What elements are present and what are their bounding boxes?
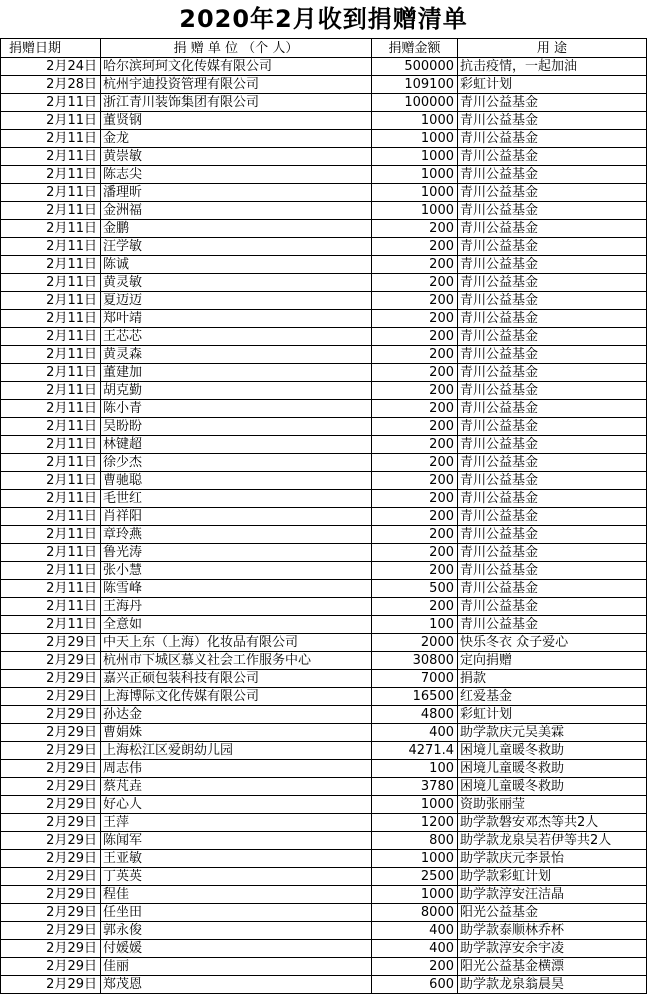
cell-amount[interactable]: 200 xyxy=(372,400,458,418)
cell-date[interactable]: 2月11日 xyxy=(1,346,101,364)
cell-amount[interactable]: 200 xyxy=(372,382,458,400)
cell-donor[interactable]: 肖祥阳 xyxy=(101,508,372,526)
cell-amount[interactable]: 1200 xyxy=(372,814,458,832)
cell-purpose[interactable]: 助学款庆元吴美霖 xyxy=(458,724,647,742)
cell-date[interactable]: 2月29日 xyxy=(1,688,101,706)
header-date[interactable]: 捐赠日期 xyxy=(1,39,101,58)
cell-date[interactable]: 2月11日 xyxy=(1,310,101,328)
cell-amount[interactable]: 1000 xyxy=(372,184,458,202)
cell-date[interactable]: 2月28日 xyxy=(1,76,101,94)
table-row xyxy=(1,832,647,850)
cell-date[interactable]: 2月29日 xyxy=(1,724,101,742)
table-row xyxy=(1,886,647,904)
cell-date[interactable]: 2月11日 xyxy=(1,220,101,238)
cell-purpose[interactable]: 快乐冬衣 众子爱心 xyxy=(458,634,647,652)
cell-amount[interactable]: 800 xyxy=(372,832,458,850)
table-row xyxy=(1,562,647,580)
cell-purpose[interactable]: 阳光公益基金 xyxy=(458,904,647,922)
cell-donor[interactable]: 陈小青 xyxy=(101,400,372,418)
header-purpose[interactable]: 用 途 xyxy=(458,39,647,58)
cell-amount[interactable]: 200 xyxy=(372,346,458,364)
cell-donor[interactable]: 王萍 xyxy=(101,814,372,832)
cell-donor[interactable]: 曹娟姝 xyxy=(101,724,372,742)
cell-purpose[interactable]: 定向捐赠 xyxy=(458,652,647,670)
table-row xyxy=(1,238,647,256)
table-row xyxy=(1,202,647,220)
cell-purpose[interactable]: 彩虹计划 xyxy=(458,706,647,724)
table-row xyxy=(1,490,647,508)
cell-date[interactable]: 2月11日 xyxy=(1,472,101,490)
cell-donor[interactable]: 丁英英 xyxy=(101,868,372,886)
cell-donor[interactable]: 嘉兴正硕包装科技有限公司 xyxy=(101,670,372,688)
cell-purpose[interactable]: 青川公益基金 xyxy=(458,454,647,472)
cell-date[interactable]: 2月29日 xyxy=(1,760,101,778)
cell-purpose[interactable]: 困境儿童暖冬救助 xyxy=(458,778,647,796)
cell-amount[interactable]: 200 xyxy=(372,418,458,436)
cell-date[interactable]: 2月24日 xyxy=(1,58,101,76)
cell-purpose[interactable]: 青川公益基金 xyxy=(458,346,647,364)
cell-amount[interactable]: 500 xyxy=(372,580,458,598)
cell-purpose[interactable]: 抗击疫情，一起加油 xyxy=(458,58,647,76)
cell-purpose[interactable]: 青川公益基金 xyxy=(458,562,647,580)
cell-amount[interactable]: 1000 xyxy=(372,796,458,814)
cell-date[interactable]: 2月11日 xyxy=(1,562,101,580)
cell-amount[interactable]: 16500 xyxy=(372,688,458,706)
table-row xyxy=(1,76,647,94)
table-row xyxy=(1,274,647,292)
cell-purpose[interactable]: 青川公益基金 xyxy=(458,112,647,130)
table-row xyxy=(1,544,647,562)
table-row xyxy=(1,292,647,310)
cell-date[interactable]: 2月29日 xyxy=(1,652,101,670)
cell-amount[interactable]: 3780 xyxy=(372,778,458,796)
cell-date[interactable]: 2月29日 xyxy=(1,868,101,886)
table-row xyxy=(1,670,647,688)
cell-donor[interactable]: 金洲福 xyxy=(101,202,372,220)
table-row xyxy=(1,220,647,238)
cell-amount[interactable]: 200 xyxy=(372,544,458,562)
cell-date[interactable]: 2月29日 xyxy=(1,814,101,832)
cell-amount[interactable]: 1000 xyxy=(372,148,458,166)
cell-date[interactable]: 2月29日 xyxy=(1,778,101,796)
table-row xyxy=(1,310,647,328)
cell-date[interactable]: 2月29日 xyxy=(1,904,101,922)
cell-date[interactable]: 2月29日 xyxy=(1,958,101,976)
cell-amount[interactable]: 200 xyxy=(372,454,458,472)
cell-purpose[interactable]: 困境儿童暖冬救助 xyxy=(458,742,647,760)
cell-donor[interactable]: 陈志尖 xyxy=(101,166,372,184)
table-row xyxy=(1,346,647,364)
cell-date[interactable]: 2月11日 xyxy=(1,436,101,454)
cell-purpose[interactable]: 青川公益基金 xyxy=(458,292,647,310)
table-row xyxy=(1,184,647,202)
table-row xyxy=(1,58,647,76)
table-row xyxy=(1,778,647,796)
cell-amount[interactable]: 600 xyxy=(372,976,458,994)
cell-date[interactable]: 2月29日 xyxy=(1,706,101,724)
cell-purpose[interactable]: 青川公益基金 xyxy=(458,184,647,202)
cell-date[interactable]: 2月11日 xyxy=(1,598,101,616)
cell-donor[interactable]: 黄灵敏 xyxy=(101,274,372,292)
cell-date[interactable]: 2月11日 xyxy=(1,526,101,544)
cell-donor[interactable]: 鲁光涛 xyxy=(101,544,372,562)
cell-date[interactable]: 2月29日 xyxy=(1,742,101,760)
cell-amount[interactable]: 200 xyxy=(372,436,458,454)
table-row xyxy=(1,328,647,346)
cell-date[interactable]: 2月29日 xyxy=(1,976,101,994)
table-row xyxy=(1,904,647,922)
cell-donor[interactable]: 孙达金 xyxy=(101,706,372,724)
cell-donor[interactable]: 付媛媛 xyxy=(101,940,372,958)
cell-amount[interactable]: 200 xyxy=(372,274,458,292)
cell-amount[interactable]: 500000 xyxy=(372,58,458,76)
cell-donor[interactable]: 全意如 xyxy=(101,616,372,634)
cell-date[interactable]: 2月11日 xyxy=(1,112,101,130)
cell-amount[interactable]: 1000 xyxy=(372,130,458,148)
cell-donor[interactable]: 郭永俊 xyxy=(101,922,372,940)
table-row xyxy=(1,958,647,976)
cell-purpose[interactable]: 助学款淳安汪洁晶 xyxy=(458,886,647,904)
cell-donor[interactable]: 黄灵森 xyxy=(101,346,372,364)
page-title: 2020年2月收到捐赠清单 xyxy=(179,5,468,33)
cell-amount[interactable]: 4800 xyxy=(372,706,458,724)
cell-purpose[interactable]: 青川公益基金 xyxy=(458,202,647,220)
cell-date[interactable]: 2月29日 xyxy=(1,832,101,850)
cell-donor[interactable]: 曹驰聪 xyxy=(101,472,372,490)
cell-date[interactable]: 2月29日 xyxy=(1,922,101,940)
cell-donor[interactable]: 夏迈迈 xyxy=(101,292,372,310)
cell-purpose[interactable]: 助学款龙泉翁晨昊 xyxy=(458,976,647,994)
cell-amount[interactable]: 400 xyxy=(372,940,458,958)
cell-date[interactable]: 2月11日 xyxy=(1,544,101,562)
cell-purpose[interactable]: 捐款 xyxy=(458,670,647,688)
donation-table xyxy=(0,38,647,994)
cell-purpose[interactable]: 青川公益基金 xyxy=(458,418,647,436)
cell-date[interactable]: 2月11日 xyxy=(1,292,101,310)
cell-purpose[interactable]: 阳光公益基金横漂 xyxy=(458,958,647,976)
table-row xyxy=(1,580,647,598)
cell-donor[interactable]: 上海松江区爱朗幼儿园 xyxy=(101,742,372,760)
cell-donor[interactable]: 徐少杰 xyxy=(101,454,372,472)
cell-amount[interactable]: 8000 xyxy=(372,904,458,922)
cell-donor[interactable]: 金龙 xyxy=(101,130,372,148)
cell-donor[interactable]: 上海博际文化传媒有限公司 xyxy=(101,688,372,706)
cell-donor[interactable]: 郑茂恩 xyxy=(101,976,372,994)
table-row xyxy=(1,436,647,454)
cell-donor[interactable]: 胡克勤 xyxy=(101,382,372,400)
table-row xyxy=(1,706,647,724)
cell-amount[interactable]: 200 xyxy=(372,256,458,274)
cell-purpose[interactable]: 助学款淳安余宇凌 xyxy=(458,940,647,958)
table-row xyxy=(1,598,647,616)
table-row xyxy=(1,796,647,814)
cell-amount[interactable]: 7000 xyxy=(372,670,458,688)
header-amount[interactable]: 捐赠金额 xyxy=(372,39,458,58)
cell-date[interactable]: 2月29日 xyxy=(1,634,101,652)
cell-donor[interactable]: 董贤钢 xyxy=(101,112,372,130)
cell-date[interactable]: 2月11日 xyxy=(1,454,101,472)
cell-amount[interactable]: 200 xyxy=(372,292,458,310)
cell-donor[interactable]: 汪学敏 xyxy=(101,238,372,256)
cell-donor[interactable]: 陈闻军 xyxy=(101,832,372,850)
cell-amount[interactable]: 200 xyxy=(372,598,458,616)
cell-donor[interactable]: 蔡芃垚 xyxy=(101,778,372,796)
table-row xyxy=(1,868,647,886)
cell-donor[interactable]: 黄崇敏 xyxy=(101,148,372,166)
cell-date[interactable]: 2月11日 xyxy=(1,508,101,526)
cell-purpose[interactable]: 青川公益基金 xyxy=(458,382,647,400)
cell-amount[interactable]: 200 xyxy=(372,472,458,490)
cell-donor[interactable]: 王亚敏 xyxy=(101,850,372,868)
cell-donor[interactable]: 吴盼盼 xyxy=(101,418,372,436)
table-row xyxy=(1,94,647,112)
cell-donor[interactable]: 杭州宇迪投资管理有限公司 xyxy=(101,76,372,94)
table-row xyxy=(1,130,647,148)
cell-amount[interactable]: 100 xyxy=(372,760,458,778)
table-row xyxy=(1,634,647,652)
table-body xyxy=(1,58,647,994)
cell-purpose[interactable]: 助学款彩虹计划 xyxy=(458,868,647,886)
cell-amount[interactable]: 200 xyxy=(372,220,458,238)
cell-donor[interactable]: 杭州市下城区慕义社会工作服务中心 xyxy=(101,652,372,670)
cell-purpose[interactable]: 助学款庆元李景怡 xyxy=(458,850,647,868)
cell-purpose[interactable]: 青川公益基金 xyxy=(458,328,647,346)
cell-date[interactable]: 2月29日 xyxy=(1,670,101,688)
table-row xyxy=(1,688,647,706)
table-row xyxy=(1,166,647,184)
cell-purpose[interactable]: 青川公益基金 xyxy=(458,256,647,274)
table-row xyxy=(1,148,647,166)
cell-donor[interactable]: 程佳 xyxy=(101,886,372,904)
cell-amount[interactable]: 200 xyxy=(372,364,458,382)
cell-purpose[interactable]: 青川公益基金 xyxy=(458,274,647,292)
cell-purpose[interactable]: 助学款龙泉吴若伊等共2人 xyxy=(458,832,647,850)
cell-amount[interactable]: 200 xyxy=(372,562,458,580)
table-row xyxy=(1,814,647,832)
cell-donor[interactable]: 林键超 xyxy=(101,436,372,454)
cell-date[interactable]: 2月11日 xyxy=(1,364,101,382)
cell-date[interactable]: 2月29日 xyxy=(1,886,101,904)
cell-date[interactable]: 2月11日 xyxy=(1,256,101,274)
cell-donor[interactable]: 章玲燕 xyxy=(101,526,372,544)
cell-purpose[interactable]: 助学款泰顺林乔杯 xyxy=(458,922,647,940)
cell-purpose[interactable]: 青川公益基金 xyxy=(458,166,647,184)
table-row xyxy=(1,418,647,436)
table-row xyxy=(1,256,647,274)
cell-donor[interactable]: 郑叶靖 xyxy=(101,310,372,328)
cell-purpose[interactable]: 青川公益基金 xyxy=(458,472,647,490)
table-row xyxy=(1,472,647,490)
table-row xyxy=(1,526,647,544)
cell-donor[interactable]: 王海丹 xyxy=(101,598,372,616)
cell-amount[interactable]: 30800 xyxy=(372,652,458,670)
cell-donor[interactable]: 中天上东（上海）化妆品有限公司 xyxy=(101,634,372,652)
cell-date[interactable]: 2月11日 xyxy=(1,400,101,418)
cell-purpose[interactable]: 资助张丽莹 xyxy=(458,796,647,814)
cell-purpose[interactable]: 青川公益基金 xyxy=(458,400,647,418)
table-row xyxy=(1,400,647,418)
cell-amount[interactable]: 1000 xyxy=(372,850,458,868)
cell-purpose[interactable]: 青川公益基金 xyxy=(458,238,647,256)
cell-date[interactable]: 2月11日 xyxy=(1,382,101,400)
table-row xyxy=(1,760,647,778)
cell-purpose[interactable]: 青川公益基金 xyxy=(458,310,647,328)
cell-donor[interactable]: 任坐田 xyxy=(101,904,372,922)
cell-amount[interactable]: 200 xyxy=(372,328,458,346)
table-row xyxy=(1,112,647,130)
table-row xyxy=(1,850,647,868)
table-row xyxy=(1,742,647,760)
cell-amount[interactable]: 200 xyxy=(372,310,458,328)
cell-date[interactable]: 2月11日 xyxy=(1,148,101,166)
cell-purpose[interactable]: 青川公益基金 xyxy=(458,508,647,526)
cell-date[interactable]: 2月11日 xyxy=(1,274,101,292)
cell-donor[interactable]: 陈雪峰 xyxy=(101,580,372,598)
cell-amount[interactable]: 200 xyxy=(372,508,458,526)
cell-date[interactable]: 2月29日 xyxy=(1,796,101,814)
cell-date[interactable]: 2月29日 xyxy=(1,850,101,868)
table-row xyxy=(1,724,647,742)
table-row xyxy=(1,364,647,382)
cell-donor[interactable]: 潘理昕 xyxy=(101,184,372,202)
cell-amount[interactable]: 1000 xyxy=(372,202,458,220)
cell-date[interactable]: 2月29日 xyxy=(1,940,101,958)
cell-amount[interactable]: 1000 xyxy=(372,886,458,904)
cell-amount[interactable]: 200 xyxy=(372,490,458,508)
cell-purpose[interactable]: 红爱基金 xyxy=(458,688,647,706)
cell-purpose[interactable]: 青川公益基金 xyxy=(458,544,647,562)
cell-donor[interactable]: 哈尔滨珂珂文化传媒有限公司 xyxy=(101,58,372,76)
cell-purpose[interactable]: 青川公益基金 xyxy=(458,436,647,454)
cell-amount[interactable]: 200 xyxy=(372,958,458,976)
table-header-row xyxy=(1,39,647,58)
table-row xyxy=(1,922,647,940)
cell-date[interactable]: 2月11日 xyxy=(1,202,101,220)
cell-amount[interactable]: 100000 xyxy=(372,94,458,112)
cell-amount[interactable]: 400 xyxy=(372,922,458,940)
cell-date[interactable]: 2月11日 xyxy=(1,166,101,184)
cell-purpose[interactable]: 助学款磐安邓杰等共2人 xyxy=(458,814,647,832)
cell-date[interactable]: 2月11日 xyxy=(1,328,101,346)
table-row xyxy=(1,454,647,472)
cell-date[interactable]: 2月11日 xyxy=(1,130,101,148)
cell-purpose[interactable]: 困境儿童暖冬救助 xyxy=(458,760,647,778)
cell-donor[interactable]: 周志伟 xyxy=(101,760,372,778)
cell-purpose[interactable]: 青川公益基金 xyxy=(458,526,647,544)
cell-amount[interactable]: 200 xyxy=(372,238,458,256)
cell-donor[interactable]: 王芯芯 xyxy=(101,328,372,346)
cell-donor[interactable]: 张小慧 xyxy=(101,562,372,580)
cell-donor[interactable]: 董建加 xyxy=(101,364,372,382)
table-row xyxy=(1,976,647,994)
cell-purpose[interactable]: 青川公益基金 xyxy=(458,490,647,508)
cell-purpose[interactable]: 彩虹计划 xyxy=(458,76,647,94)
cell-amount[interactable]: 4271.4 xyxy=(372,742,458,760)
cell-amount[interactable]: 1000 xyxy=(372,166,458,184)
cell-purpose[interactable]: 青川公益基金 xyxy=(458,94,647,112)
cell-amount[interactable]: 400 xyxy=(372,724,458,742)
cell-amount[interactable]: 109100 xyxy=(372,76,458,94)
cell-amount[interactable]: 2000 xyxy=(372,634,458,652)
cell-donor[interactable]: 好心人 xyxy=(101,796,372,814)
cell-date[interactable]: 2月11日 xyxy=(1,490,101,508)
cell-purpose[interactable]: 青川公益基金 xyxy=(458,580,647,598)
cell-donor[interactable]: 佳丽 xyxy=(101,958,372,976)
table-row xyxy=(1,652,647,670)
cell-date[interactable]: 2月11日 xyxy=(1,184,101,202)
cell-donor[interactable]: 毛世红 xyxy=(101,490,372,508)
cell-purpose[interactable]: 青川公益基金 xyxy=(458,616,647,634)
table-row xyxy=(1,382,647,400)
table-row xyxy=(1,940,647,958)
cell-purpose[interactable]: 青川公益基金 xyxy=(458,364,647,382)
cell-donor[interactable]: 浙江青川装饰集团有限公司 xyxy=(101,94,372,112)
cell-amount[interactable]: 100 xyxy=(372,616,458,634)
cell-date[interactable]: 2月11日 xyxy=(1,580,101,598)
cell-date[interactable]: 2月11日 xyxy=(1,418,101,436)
cell-date[interactable]: 2月11日 xyxy=(1,238,101,256)
cell-purpose[interactable]: 青川公益基金 xyxy=(458,220,647,238)
cell-amount[interactable]: 1000 xyxy=(372,112,458,130)
cell-donor[interactable]: 陈诚 xyxy=(101,256,372,274)
cell-purpose[interactable]: 青川公益基金 xyxy=(458,148,647,166)
cell-date[interactable]: 2月11日 xyxy=(1,94,101,112)
cell-amount[interactable]: 200 xyxy=(372,526,458,544)
table-row xyxy=(1,616,647,634)
cell-date[interactable]: 2月11日 xyxy=(1,616,101,634)
cell-donor[interactable]: 金鹏 xyxy=(101,220,372,238)
cell-purpose[interactable]: 青川公益基金 xyxy=(458,598,647,616)
cell-amount[interactable]: 2500 xyxy=(372,868,458,886)
table-row xyxy=(1,508,647,526)
cell-purpose[interactable]: 青川公益基金 xyxy=(458,130,647,148)
header-donor[interactable]: 捐 赠 单 位 （个 人） xyxy=(101,39,372,58)
